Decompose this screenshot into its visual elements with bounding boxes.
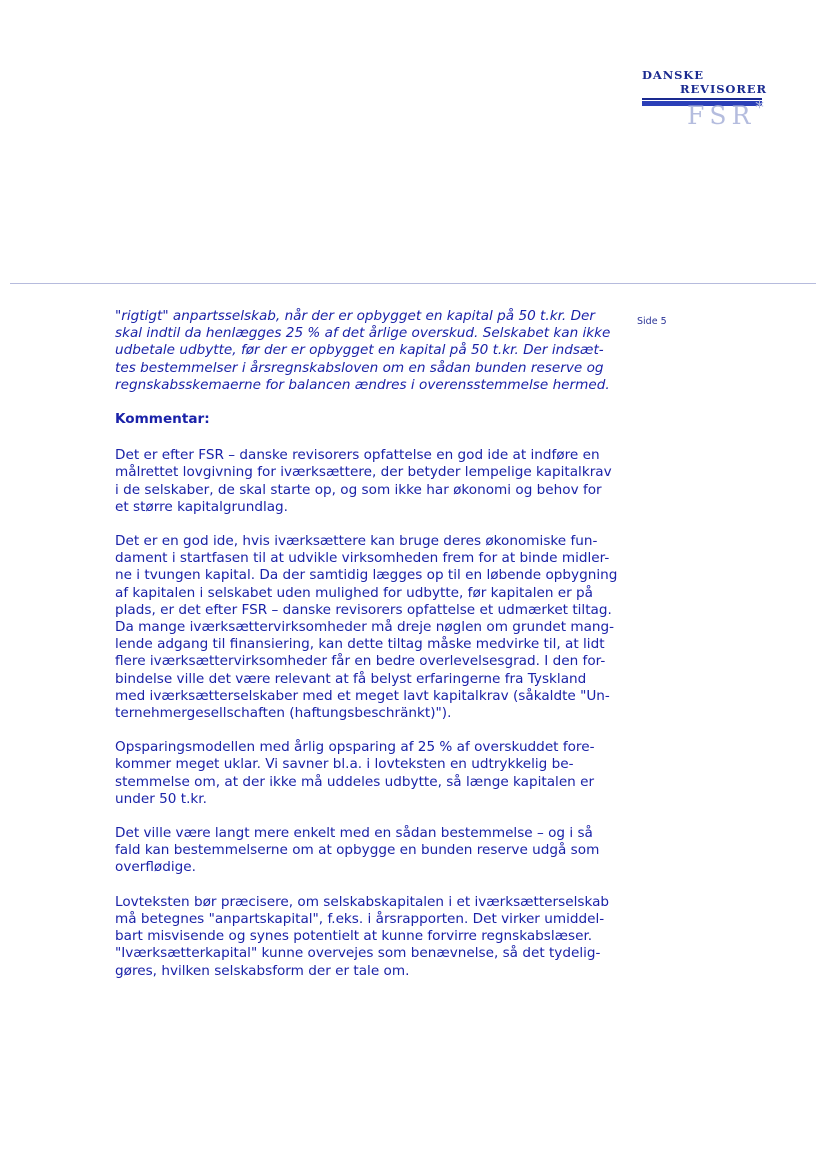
text-line: et større kapitalgrundlag. xyxy=(115,498,289,515)
text-line: Det ville være langt mere enkelt med en sådan bestemmelse – og i så xyxy=(115,825,593,842)
comment-paragraph-3 xyxy=(115,739,605,808)
text-line: Da mange iværksættervirksomheder må dreje nøglen om grundet mang- xyxy=(115,619,615,636)
text-line: stemmelse om, at der ikke må uddeles udbytte, så længe kapitalen er xyxy=(115,773,595,790)
logo-line-danske: DANSKE xyxy=(642,68,704,82)
page-number: Side 5 xyxy=(637,316,667,327)
text-line: udbetale udbytte, før der er opbygget en kapital på 50 t.kr. Der indsæt- xyxy=(115,342,604,359)
document-body xyxy=(115,308,618,980)
text-line: plads, er det efter FSR – danske revisorers opfattelse et udmærket tiltag. xyxy=(115,601,612,618)
text-line: flere iværksættervirksomheder får en bedre overlevelsesgrad. I den for- xyxy=(115,653,606,670)
comment-paragraph-4 xyxy=(115,825,605,877)
text-line: Opsparingsmodellen med årlig opsparing af 25 % af overskuddet fore- xyxy=(115,739,595,756)
comment-paragraph-1 xyxy=(115,447,612,516)
logo-fsr-text: FSR xyxy=(687,101,756,130)
text-line: i de selskaber, de skal starte op, og som ikke har økonomi og behov for xyxy=(115,481,602,498)
comment-paragraph-5 xyxy=(115,893,610,980)
text-line: lende adgang til finansiering, kan dette tiltag måske medvirke til, at lidt xyxy=(115,636,605,653)
text-line: med iværksætterselskaber med et meget lavt kapitalkrav (såkaldte "Un- xyxy=(115,687,610,704)
text-line: dament i startfasen til at udvikle virksomheden frem for at binde midler- xyxy=(115,550,610,567)
text-line: kommer meget uklar. Vi savner bl.a. i lovteksten en udtrykkelig be- xyxy=(115,756,574,773)
logo-rule-top xyxy=(642,98,762,100)
header-divider xyxy=(10,283,816,284)
text-line: overflødige. xyxy=(115,859,196,876)
logo-asterisk-icon: * xyxy=(755,98,764,118)
section-heading: Kommentar: xyxy=(115,411,210,428)
text-line: bart misvisende og synes potentielt at kunne forvirre regnskabslæser. xyxy=(115,928,593,945)
text-line: Det er efter FSR – danske revisorers opfattelse en god ide at indføre en xyxy=(115,447,600,464)
text-line: Det er en god ide, hvis iværksættere kan bruge deres økonomiske fun- xyxy=(115,533,598,550)
text-line: må betegnes "anpartskapital", f.eks. i årsrapporten. Det virker umiddel- xyxy=(115,910,605,927)
text-line: målrettet lovgivning for iværksættere, der betyder lempelige kapitalkrav xyxy=(115,464,612,481)
text-line: tes bestemmelser i årsregnskabsloven om en sådan bunden reserve og xyxy=(115,359,604,376)
text-line: "Iværksætterkapital" kunne overvejes som benævnelse, så det tydelig- xyxy=(115,945,601,962)
logo-fsr-mark xyxy=(687,98,764,130)
logo-line-revisorer: REVISORER xyxy=(680,82,767,96)
intro-paragraph xyxy=(115,308,611,394)
fsr-logo xyxy=(640,68,765,138)
text-line: skal indtil da henlægges 25 % af det årlige overskud. Selskabet kan ikke xyxy=(115,325,611,342)
text-line: Lovteksten bør præcisere, om selskabskapitalen i et iværksætterselskab xyxy=(115,893,610,910)
text-line: "rigtigt" anpartsselskab, når der er opbygget en kapital på 50 t.kr. Der xyxy=(115,308,595,324)
text-line: bindelse ville det være relevant at få belyst erfaringerne fra Tyskland xyxy=(115,670,587,687)
text-line: fald kan bestemmelserne om at opbygge en bunden reserve udgå som xyxy=(115,842,600,859)
text-line: af kapitalen i selskabet uden mulighed for udbytte, før kapitalen er på xyxy=(115,584,594,601)
text-line: ne i tvungen kapital. Da der samtidig lægges op til en løbende opbygning xyxy=(115,567,618,584)
text-line: gøres, hvilken selskabsform der er tale om. xyxy=(115,962,410,979)
text-line: ternehmergesellschaften (haftungsbeschränkt)"). xyxy=(115,705,452,722)
text-line: regnskabsskemaerne for balancen ændres i overensstemmelse hermed. xyxy=(115,376,610,393)
comment-paragraph-2 xyxy=(115,533,618,722)
text-line: under 50 t.kr. xyxy=(115,790,207,807)
